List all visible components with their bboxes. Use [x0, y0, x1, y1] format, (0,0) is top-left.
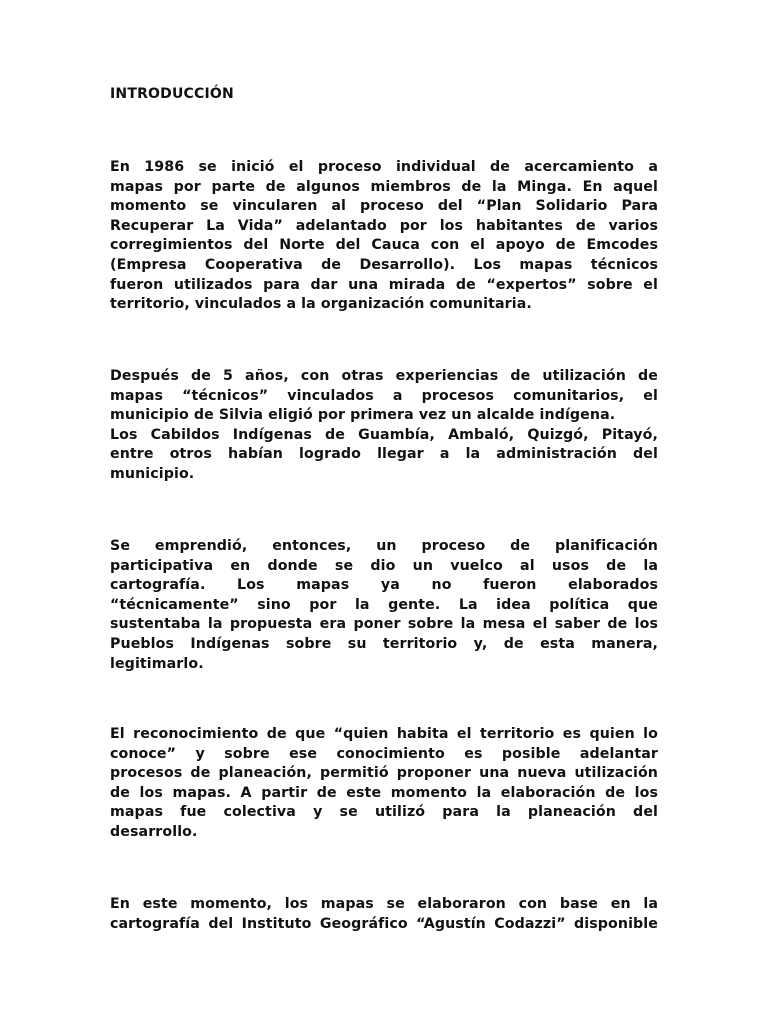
paragraph-line: conoce” y sobre ese conocimiento es posible adelantar — [110, 745, 658, 762]
paragraph-line: “técnicamente” sino por la gente. La idea política que — [110, 596, 658, 613]
paragraph-3 — [110, 537, 658, 674]
paragraph-line: El reconocimiento de que “quien habita el territorio es quien lo — [110, 726, 658, 742]
paragraph-line: participativa en donde se dio un vuelco al usos de la — [110, 557, 658, 574]
paragraph-1 — [110, 158, 658, 315]
paragraph-4 — [110, 725, 658, 843]
paragraph-line: Recuperar La Vida” adelantado por los habitantes de varios — [110, 217, 658, 234]
paragraph-line: de los mapas. A partir de este momento la elaboración de los — [110, 784, 658, 801]
paragraph-line: Se emprendió, entonces, un proceso de planificación — [110, 538, 658, 554]
paragraph-line: sustentaba la propuesta era poner sobre la mesa el saber de los — [110, 616, 658, 633]
paragraph-line: entre otros habían logrado llegar a la administración del — [110, 446, 658, 463]
paragraph-line: Después de 5 años, con otras experiencias de utilización de — [110, 368, 658, 384]
paragraph-line: procesos de planeación, permitió proponer una nueva utilización — [110, 765, 658, 782]
paragraph-5 — [110, 895, 658, 934]
paragraph-line: cartografía. Los mapas ya no fueron elaborados — [110, 577, 658, 594]
paragraph-line: cartografía del Instituto Geográfico “Agustín Codazzi” disponible — [110, 915, 658, 932]
paragraph-line: fueron utilizados para dar una mirada de “expertos” sobre el — [110, 276, 658, 293]
paragraph-line: desarrollo. — [110, 823, 198, 840]
paragraph-line: municipio de Silvia eligió por primera vez un alcalde indígena. — [110, 407, 616, 424]
paragraph-line: (Empresa Cooperativa de Desarrollo). Los mapas técnicos — [110, 256, 658, 273]
paragraph-line: mapas por parte de algunos miembros de la Minga. En aquel — [110, 178, 658, 195]
paragraph-line: Los Cabildos Indígenas de Guambía, Ambaló, Quizgó, Pitayó, — [110, 426, 658, 443]
paragraph-line: municipio. — [110, 465, 195, 482]
paragraph-line: Pueblos Indígenas sobre su territorio y, de esta manera, — [110, 635, 658, 652]
paragraph-line: En 1986 se inició el proceso individual de acercamiento a — [110, 159, 658, 175]
paragraph-line: En este momento, los mapas se elaboraron con base en la — [110, 896, 658, 912]
paragraph-line: mapas “técnicos” vinculados a procesos comunitarios, el — [110, 387, 658, 404]
paragraph-line: legitimarlo. — [110, 655, 204, 672]
paragraph-line: mapas fue colectiva y se utilizó para la planeación del — [110, 804, 658, 821]
paragraph-line: territorio, vinculados a la organización comunitaria. — [110, 296, 532, 313]
paragraph-line: corregimientos del Norte del Cauca con el apoyo de Emcodes — [110, 237, 658, 254]
page-title: INTRODUCCIÓN — [110, 86, 234, 102]
paragraph-2 — [110, 367, 658, 485]
paragraph-line: momento se vincularen al proceso del “Plan Solidario Para — [110, 198, 658, 215]
